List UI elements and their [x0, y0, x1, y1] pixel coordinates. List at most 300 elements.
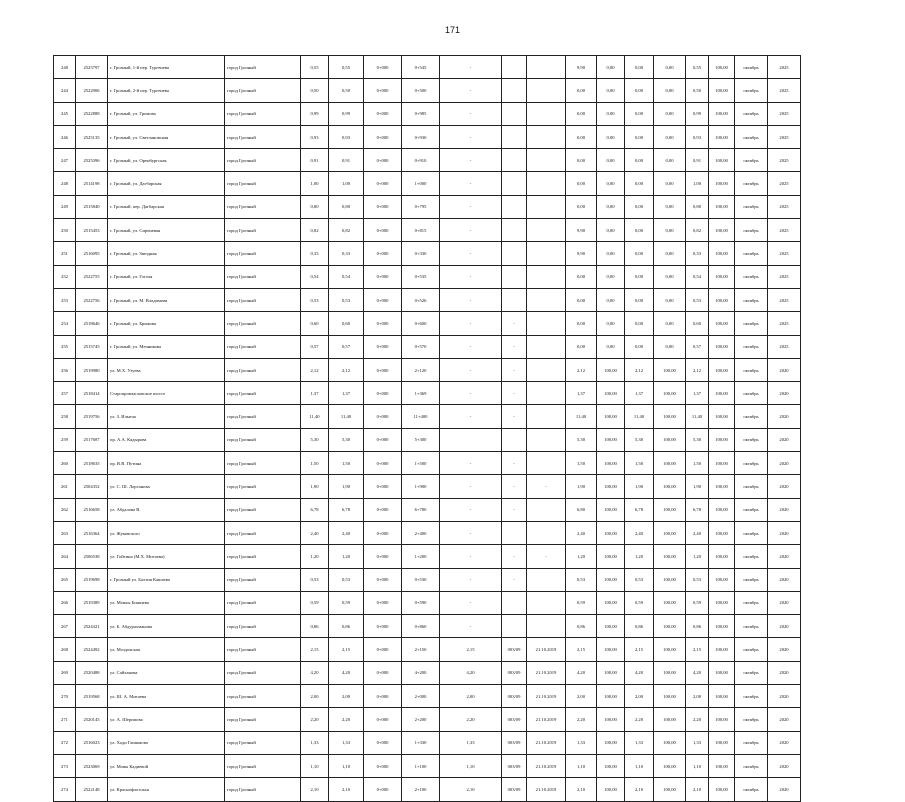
- road-name-cell: г. Грозный, ул. Гоголя: [108, 265, 225, 288]
- doc-number-cell: [502, 521, 527, 544]
- doc-date-cell: [527, 405, 566, 428]
- doc-number-cell: 003/09: [502, 638, 527, 661]
- owner-cell: город Грозный: [225, 102, 301, 125]
- value-cell: 0,50: [686, 79, 709, 102]
- value-cell: 2,00: [686, 685, 709, 708]
- value-cell: 4,20: [625, 661, 654, 684]
- year-cell: 2025: [768, 335, 801, 358]
- month-cell: октябрь: [735, 568, 768, 591]
- year-cell: 2020: [768, 754, 801, 777]
- month-cell: октябрь: [735, 778, 768, 801]
- road-id-cell: 2518646: [76, 312, 108, 335]
- road-id-cell: 2522888: [76, 102, 108, 125]
- doc-number-cell: 003/09: [502, 731, 527, 754]
- value-cell: 2,15: [625, 638, 654, 661]
- doc-date-cell: [527, 56, 566, 79]
- value-cell: 0,00: [625, 172, 654, 195]
- value-cell: 2,10: [686, 778, 709, 801]
- owner-cell: город Грозный: [225, 638, 301, 661]
- owner-cell: город Грозный: [225, 219, 301, 242]
- value-cell: 2,10: [566, 778, 597, 801]
- value-cell: 1,37: [625, 382, 654, 405]
- percent-cell: 0,00: [654, 125, 686, 148]
- percent-cell: 100,00: [654, 778, 686, 801]
- examined-length-cell: -: [440, 195, 502, 218]
- percent-cell: 0,00: [654, 265, 686, 288]
- examined-length-cell: 1,10: [440, 754, 502, 777]
- row-number-cell: 248: [54, 172, 76, 195]
- examined-length-cell: -: [440, 498, 502, 521]
- road-name-cell: г. Грозный, ул. Оренбургская: [108, 149, 225, 172]
- percent-cell: 100,00: [654, 405, 686, 428]
- value-cell: 0,00: [566, 125, 597, 148]
- road-id-cell: 2517687: [76, 428, 108, 451]
- value-cell: 2,12: [566, 358, 597, 381]
- table-row: [54, 754, 801, 777]
- value-cell: 0,57: [686, 335, 709, 358]
- owner-cell: город Грозный: [225, 591, 301, 614]
- percent-cell: 0,00: [597, 265, 625, 288]
- length-cell: 1,00: [301, 172, 329, 195]
- doc-date-cell: 21.10.2019: [527, 685, 566, 708]
- road-id-cell: 2516658: [76, 498, 108, 521]
- road-id-cell: 2524321: [76, 615, 108, 638]
- start-km-cell: 0+000: [364, 102, 402, 125]
- percent-cell: 0,00: [597, 288, 625, 311]
- year-cell: 2020: [768, 475, 801, 498]
- month-cell: октябрь: [735, 685, 768, 708]
- examined-length-cell: -: [440, 591, 502, 614]
- end-km-cell: 1+900: [402, 475, 440, 498]
- value-cell: 2,12: [625, 358, 654, 381]
- start-km-cell: 0+000: [364, 778, 402, 801]
- percent-cell: 100,00: [654, 382, 686, 405]
- value-cell: 1,10: [566, 754, 597, 777]
- month-cell: октябрь: [735, 172, 768, 195]
- row-number-cell: 265: [54, 568, 76, 591]
- value-cell: 9,90: [566, 242, 597, 265]
- month-cell: октябрь: [735, 56, 768, 79]
- year-cell: 2020: [768, 638, 801, 661]
- year-cell: 2020: [768, 568, 801, 591]
- value-cell: 0,53: [686, 568, 709, 591]
- percent-cell: 100,00: [597, 591, 625, 614]
- value-cell: 0,00: [625, 102, 654, 125]
- table-row: [54, 79, 801, 102]
- row-number-cell: 256: [54, 358, 76, 381]
- owner-cell: город Грозный: [225, 475, 301, 498]
- row-number-cell: 258: [54, 405, 76, 428]
- month-cell: октябрь: [735, 405, 768, 428]
- percent-cell: 100,00: [654, 685, 686, 708]
- start-km-cell: 0+000: [364, 452, 402, 475]
- examined-length-cell: -: [440, 288, 502, 311]
- length-total-cell: 0,33: [329, 242, 364, 265]
- start-km-cell: 0+000: [364, 219, 402, 242]
- percent-cell: 100,00: [597, 568, 625, 591]
- month-cell: октябрь: [735, 475, 768, 498]
- row-number-cell: 274: [54, 778, 76, 801]
- doc-date-cell: [527, 498, 566, 521]
- end-km-cell: 4+200: [402, 661, 440, 684]
- table-row: [54, 708, 801, 731]
- year-cell: 2025: [768, 125, 801, 148]
- month-cell: октябрь: [735, 731, 768, 754]
- value-cell: 0,53: [566, 568, 597, 591]
- table-row: [54, 778, 801, 801]
- value-cell: 0,86: [625, 615, 654, 638]
- doc-number-cell: [502, 219, 527, 242]
- start-km-cell: 0+000: [364, 405, 402, 428]
- examined-length-cell: -: [440, 265, 502, 288]
- row-number-cell: 259: [54, 428, 76, 451]
- length-total-cell: 0,86: [329, 615, 364, 638]
- doc-number-cell: [502, 591, 527, 614]
- value-cell: 9,90: [566, 56, 597, 79]
- length-total-cell: 4,20: [329, 661, 364, 684]
- year-cell: 2025: [768, 56, 801, 79]
- end-km-cell: 0+930: [402, 125, 440, 148]
- examined-length-cell: -: [440, 79, 502, 102]
- owner-cell: город Грозный: [225, 79, 301, 102]
- road-id-cell: 2520488: [76, 661, 108, 684]
- table-row: [54, 382, 801, 405]
- road-name-cell: ул. М.Х. Узуева: [108, 358, 225, 381]
- value-cell: 1,33: [686, 731, 709, 754]
- value-cell: 0,00: [625, 242, 654, 265]
- percent-cell: 100,00: [709, 545, 735, 568]
- percent-cell: 0,00: [654, 149, 686, 172]
- percent-cell: 100,00: [709, 638, 735, 661]
- road-name-cell: ул. С. Ш. Лорсанова: [108, 475, 225, 498]
- owner-cell: город Грозный: [225, 498, 301, 521]
- start-km-cell: 0+000: [364, 172, 402, 195]
- start-km-cell: 0+000: [364, 568, 402, 591]
- start-km-cell: 0+000: [364, 545, 402, 568]
- length-cell: 4,20: [301, 661, 329, 684]
- start-km-cell: 0+000: [364, 754, 402, 777]
- month-cell: октябрь: [735, 149, 768, 172]
- owner-cell: город Грозный: [225, 312, 301, 335]
- length-cell: 5,30: [301, 428, 329, 451]
- length-cell: 1,20: [301, 545, 329, 568]
- percent-cell: 0,00: [597, 79, 625, 102]
- examined-length-cell: -: [440, 615, 502, 638]
- road-name-cell: г. Грозный, 1-й пер. Тургенева: [108, 56, 225, 79]
- percent-cell: 100,00: [709, 568, 735, 591]
- examined-length-cell: -: [440, 242, 502, 265]
- length-cell: 0,99: [301, 102, 329, 125]
- length-total-cell: 0,57: [329, 335, 364, 358]
- value-cell: 0,00: [566, 172, 597, 195]
- doc-date-cell: [527, 358, 566, 381]
- value-cell: 1,20: [686, 545, 709, 568]
- value-cell: 4,20: [686, 661, 709, 684]
- examined-length-cell: -: [440, 521, 502, 544]
- length-total-cell: 2,40: [329, 521, 364, 544]
- table-row: [54, 219, 801, 242]
- month-cell: октябрь: [735, 591, 768, 614]
- month-cell: октябрь: [735, 242, 768, 265]
- owner-cell: город Грозный: [225, 149, 301, 172]
- owner-cell: город Грозный: [225, 661, 301, 684]
- length-total-cell: 0,50: [329, 79, 364, 102]
- doc-number-cell: [502, 195, 527, 218]
- road-name-cell: пр. А.А. Кадырова: [108, 428, 225, 451]
- owner-cell: город Грозный: [225, 358, 301, 381]
- doc-date-cell: [527, 79, 566, 102]
- value-cell: 11,40: [566, 405, 597, 428]
- table-row: [54, 568, 801, 591]
- percent-cell: 100,00: [709, 685, 735, 708]
- examined-length-cell: -: [440, 475, 502, 498]
- owner-cell: город Грозный: [225, 405, 301, 428]
- percent-cell: 0,00: [597, 312, 625, 335]
- owner-cell: город Грозный: [225, 242, 301, 265]
- doc-date-cell: -: [527, 475, 566, 498]
- value-cell: 0,33: [686, 242, 709, 265]
- end-km-cell: 2+150: [402, 638, 440, 661]
- table-row: [54, 591, 801, 614]
- doc-number-cell: [502, 149, 527, 172]
- road-id-cell: 2524492: [76, 638, 108, 661]
- percent-cell: 100,00: [709, 219, 735, 242]
- length-cell: 2,15: [301, 638, 329, 661]
- length-total-cell: 5,30: [329, 428, 364, 451]
- start-km-cell: 0+000: [364, 312, 402, 335]
- length-cell: 0,50: [301, 79, 329, 102]
- value-cell: 0,00: [625, 56, 654, 79]
- road-name-cell: г. Грозный, 2-й пер. Тургенева: [108, 79, 225, 102]
- road-id-cell: 2518635: [76, 452, 108, 475]
- percent-cell: 0,00: [597, 242, 625, 265]
- doc-date-cell: 21.10.2019: [527, 638, 566, 661]
- month-cell: октябрь: [735, 219, 768, 242]
- start-km-cell: 0+000: [364, 195, 402, 218]
- end-km-cell: 2+000: [402, 685, 440, 708]
- road-name-cell: пр. В.В. Путина: [108, 452, 225, 475]
- table-row: [54, 195, 801, 218]
- start-km-cell: 0+000: [364, 661, 402, 684]
- examined-length-cell: -: [440, 56, 502, 79]
- value-cell: 1,50: [625, 452, 654, 475]
- row-number-cell: 266: [54, 591, 76, 614]
- percent-cell: 0,00: [597, 102, 625, 125]
- value-cell: 6,80: [566, 498, 597, 521]
- owner-cell: город Грозный: [225, 545, 301, 568]
- end-km-cell: 0+530: [402, 568, 440, 591]
- percent-cell: 100,00: [654, 754, 686, 777]
- table-row: [54, 265, 801, 288]
- length-total-cell: 6,78: [329, 498, 364, 521]
- row-number-cell: 271: [54, 708, 76, 731]
- end-km-cell: 0+500: [402, 79, 440, 102]
- month-cell: октябрь: [735, 708, 768, 731]
- year-cell: 2020: [768, 498, 801, 521]
- doc-number-cell: [502, 102, 527, 125]
- row-number-cell: 270: [54, 685, 76, 708]
- end-km-cell: 5+300: [402, 428, 440, 451]
- value-cell: 1,90: [625, 475, 654, 498]
- start-km-cell: 0+000: [364, 242, 402, 265]
- percent-cell: 100,00: [709, 521, 735, 544]
- percent-cell: 100,00: [654, 498, 686, 521]
- start-km-cell: 0+000: [364, 685, 402, 708]
- value-cell: 0,82: [686, 219, 709, 242]
- length-cell: 0,55: [301, 56, 329, 79]
- road-id-cell: 2519389: [76, 591, 108, 614]
- percent-cell: 100,00: [709, 661, 735, 684]
- month-cell: октябрь: [735, 545, 768, 568]
- doc-date-cell: 21.10.2019: [527, 731, 566, 754]
- length-total-cell: 1,33: [329, 731, 364, 754]
- percent-cell: 100,00: [654, 708, 686, 731]
- length-total-cell: 2,20: [329, 708, 364, 731]
- percent-cell: 100,00: [597, 731, 625, 754]
- row-number-cell: 267: [54, 615, 76, 638]
- value-cell: 0,99: [686, 102, 709, 125]
- page-number: 171: [444, 25, 461, 35]
- end-km-cell: 2+120: [402, 358, 440, 381]
- percent-cell: 100,00: [709, 778, 735, 801]
- road-name-cell: Старопромысловское шоссе: [108, 382, 225, 405]
- percent-cell: 100,00: [597, 428, 625, 451]
- doc-number-cell: -: [502, 568, 527, 591]
- value-cell: 1,20: [566, 545, 597, 568]
- value-cell: 0,80: [686, 195, 709, 218]
- roads-register-table: [53, 55, 801, 802]
- road-name-cell: г. Грозный, ул. Брыкова: [108, 312, 225, 335]
- road-id-cell: 2516023: [76, 731, 108, 754]
- percent-cell: 100,00: [597, 638, 625, 661]
- end-km-cell: 1+330: [402, 731, 440, 754]
- length-cell: 0,80: [301, 195, 329, 218]
- value-cell: 2,40: [686, 521, 709, 544]
- doc-number-cell: [502, 265, 527, 288]
- value-cell: 5,30: [566, 428, 597, 451]
- road-id-cell: 2522755: [76, 265, 108, 288]
- value-cell: 0,54: [686, 265, 709, 288]
- length-total-cell: 0,53: [329, 568, 364, 591]
- doc-number-cell: 003/09: [502, 685, 527, 708]
- value-cell: 1,10: [625, 754, 654, 777]
- start-km-cell: 0+000: [364, 521, 402, 544]
- road-id-cell: 2525797: [76, 56, 108, 79]
- road-name-cell: ул. Ш. А. Митаева: [108, 685, 225, 708]
- percent-cell: 100,00: [709, 358, 735, 381]
- value-cell: 6,78: [625, 498, 654, 521]
- start-km-cell: 0+000: [364, 428, 402, 451]
- value-cell: 0,00: [566, 79, 597, 102]
- value-cell: 0,00: [566, 102, 597, 125]
- doc-date-cell: [527, 521, 566, 544]
- examined-length-cell: -: [440, 568, 502, 591]
- length-cell: 0,82: [301, 219, 329, 242]
- month-cell: октябрь: [735, 498, 768, 521]
- percent-cell: 0,00: [654, 219, 686, 242]
- month-cell: октябрь: [735, 382, 768, 405]
- percent-cell: 0,00: [597, 172, 625, 195]
- end-km-cell: 1+200: [402, 545, 440, 568]
- year-cell: 2020: [768, 731, 801, 754]
- start-km-cell: 0+000: [364, 335, 402, 358]
- road-id-cell: 2515840: [76, 195, 108, 218]
- owner-cell: город Грозный: [225, 452, 301, 475]
- length-cell: 0,59: [301, 591, 329, 614]
- road-id-cell: 2520145: [76, 708, 108, 731]
- percent-cell: 0,00: [597, 335, 625, 358]
- value-cell: 2,00: [566, 685, 597, 708]
- row-number-cell: 262: [54, 498, 76, 521]
- owner-cell: город Грозный: [225, 731, 301, 754]
- percent-cell: 100,00: [654, 545, 686, 568]
- year-cell: 2020: [768, 358, 801, 381]
- month-cell: октябрь: [735, 288, 768, 311]
- length-cell: 0,57: [301, 335, 329, 358]
- examined-length-cell: 2,20: [440, 708, 502, 731]
- percent-cell: 100,00: [709, 265, 735, 288]
- percent-cell: 0,00: [654, 79, 686, 102]
- row-number-cell: 269: [54, 661, 76, 684]
- road-name-cell: ул. Б. Абдурахманова: [108, 615, 225, 638]
- end-km-cell: 0+330: [402, 242, 440, 265]
- month-cell: октябрь: [735, 358, 768, 381]
- doc-number-cell: [502, 79, 527, 102]
- percent-cell: 0,00: [654, 242, 686, 265]
- value-cell: 0,00: [625, 265, 654, 288]
- percent-cell: 0,00: [654, 56, 686, 79]
- length-total-cell: 0,82: [329, 219, 364, 242]
- table-row: [54, 731, 801, 754]
- length-total-cell: 1,90: [329, 475, 364, 498]
- road-id-cell: 2504352: [76, 475, 108, 498]
- doc-date-cell: [527, 335, 566, 358]
- road-name-cell: ул. Мовлы Бишиева: [108, 591, 225, 614]
- month-cell: октябрь: [735, 428, 768, 451]
- end-km-cell: 0+526: [402, 288, 440, 311]
- length-cell: 0,93: [301, 125, 329, 148]
- doc-number-cell: 003/09: [502, 661, 527, 684]
- percent-cell: 100,00: [597, 521, 625, 544]
- table-row: [54, 288, 801, 311]
- month-cell: октябрь: [735, 102, 768, 125]
- table-row: [54, 452, 801, 475]
- owner-cell: город Грозный: [225, 708, 301, 731]
- value-cell: 0,00: [566, 195, 597, 218]
- length-total-cell: 2,15: [329, 638, 364, 661]
- percent-cell: 100,00: [597, 382, 625, 405]
- percent-cell: 100,00: [709, 498, 735, 521]
- table-row: [54, 405, 801, 428]
- length-cell: 1,90: [301, 475, 329, 498]
- road-name-cell: ул. Мовы Кадиевой: [108, 754, 225, 777]
- doc-number-cell: -: [502, 405, 527, 428]
- table-row: [54, 172, 801, 195]
- road-name-cell: ул. Сайханова: [108, 661, 225, 684]
- year-cell: 2020: [768, 382, 801, 405]
- percent-cell: 100,00: [709, 79, 735, 102]
- doc-date-cell: [527, 591, 566, 614]
- end-km-cell: 0+545: [402, 56, 440, 79]
- value-cell: 0,86: [566, 615, 597, 638]
- road-name-cell: ул. З. Ильича: [108, 405, 225, 428]
- road-id-cell: 2525396: [76, 149, 108, 172]
- road-name-cell: г. Грозный, ул. Сиреневая: [108, 219, 225, 242]
- length-total-cell: 1,10: [329, 754, 364, 777]
- year-cell: 2020: [768, 778, 801, 801]
- end-km-cell: 1+500: [402, 452, 440, 475]
- value-cell: 0,59: [625, 591, 654, 614]
